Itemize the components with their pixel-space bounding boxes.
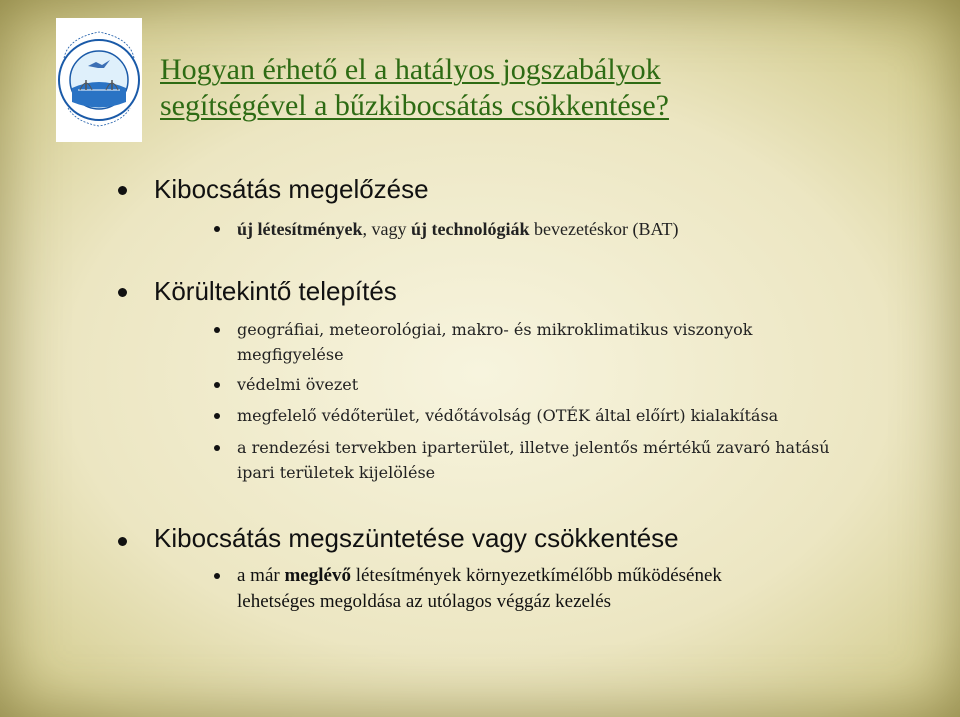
sub-item-new-facilities: új létesítmények, vagy új technológiák bevezetéskor (BAT)	[237, 219, 679, 239]
section-heading-reduction: Kibocsátás megszüntetése vagy csökkentése	[154, 523, 679, 553]
sub-bullet-dot	[214, 226, 220, 232]
bullet-dot	[118, 288, 127, 297]
sub-item-zoning-line-2: ipari területek kijelölése	[237, 463, 436, 482]
organization-seal-logo	[56, 18, 142, 142]
slide-title	[160, 52, 930, 124]
sub-item-protection-zone: védelmi övezet	[237, 375, 359, 394]
sub-item-zoning-line-1: a rendezési tervekben iparterület, illetve jelentős mértékű zavaró hatású	[237, 438, 830, 457]
section-heading-prevention: Kibocsátás megelőzése	[154, 174, 429, 204]
sub-bullet-dot	[214, 382, 220, 388]
sub-bullet-dot	[214, 413, 220, 419]
title-line-2: segítségével a bűzkibocsátás csökkentése?	[160, 89, 669, 122]
sub-item-geography-line-2: megfigyelése	[237, 345, 344, 364]
sub-bullet-dot	[214, 573, 220, 579]
bullet-dot	[118, 186, 127, 195]
title-line-1: Hogyan érhető el a hatályos jogszabályok	[160, 53, 661, 86]
bullet-dot	[118, 537, 127, 546]
sub-item-existing-line-2: lehetséges megoldása az utólagos véggáz kezelés	[237, 591, 612, 612]
sub-bullet-dot	[214, 445, 220, 451]
sub-item-protection-area: megfelelő védőterület, védőtávolság (OTÉK által előírt) kialakítása	[237, 406, 779, 425]
sub-item-existing-line-1: a már meglévő létesítmények környezetkímélőbb működésének	[237, 565, 722, 586]
section-heading-siting: Körültekintő telepítés	[154, 276, 397, 306]
sub-item-geography-line-1: geográfiai, meteorológiai, makro- és mikroklimatikus viszonyok	[237, 320, 753, 339]
sub-bullet-dot	[214, 327, 220, 333]
